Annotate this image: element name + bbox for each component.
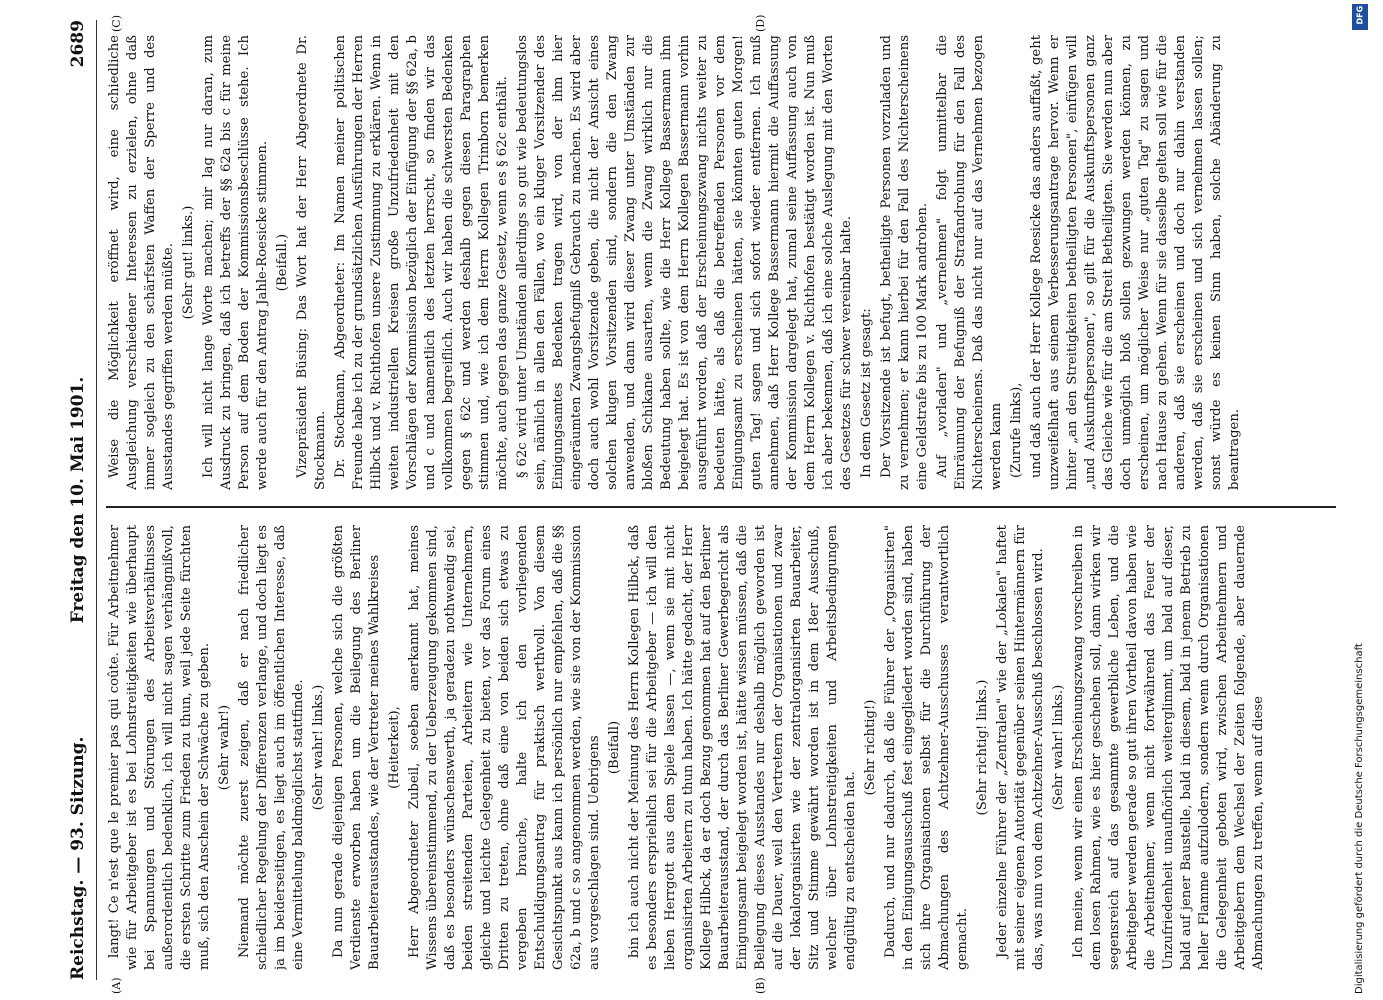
paragraph: und daß auch der Herr Kollege Roesicke das anders auffaßt, geht unzweifelhaft aus seinem Verbesserungsantrage hervor. Wenn er hinter „an den Streitigkeiten betheiligten Personen", einfügen will „und Auskunftspersonen", so gilt für die Auskunftspersonen ganz das Gleiche wie für die am Streit Betheiligten. Sie werden nun aber doch unmöglich bloß sollen gezwungen werden können, zu erscheinen, um möglicher Weise nur „guten Tag" zu sagen und nach Hause zu gehen. Wenn für sie dasselbe gelten soll wie für die anderen, daß sie erscheinen und doch nur dahin verstanden werden, daß sie erscheinen und sich vernehmen lassen sollen; sonst würde es keinen Sinn haben, solche Abänderung zu beantragen.	[1029, 35, 1242, 490]
paragraph: Niemand möchte zuerst zeigen, daß er nach friedlicher schiedlicher Regelung der Differenzen verlange, und doch liegt es ja im beiderseitigen, es liegt auch im öffentlichen Interesse, daß eine Vermittelung baldmöglichst stattfinde.	[237, 525, 306, 970]
margin-letter-a: (A)	[110, 977, 123, 994]
margin-letter-b: (B)	[754, 977, 767, 994]
paragraph: Der Vorsitzende ist befugt, betheiligte Personen vorzuladen und zu vernehmen; er kann hierbei für den Fall des Nichterscheinens eine Geldstrafe bis zu 100 Mark androhen.	[879, 35, 930, 490]
paragraph: Ich meine, wenn wir einen Erscheinungszwang vorschreiben in dem losen Rahmen, wie es hier geschehen soll, dann wirken wir segensreich auf das gesammte gewerbliche Leben, und die Arbeitgeber werden gerade so gut ihren Vortheil davon haben wie die Arbeitnehmer, wenn nicht fortwährend das Feuer der Unzufriedenheit unaufhörlich weiterglimmt, um bald auf dieser, bald auf jener Baustelle, bald in diesem, bald in jenem Betrieb zu heller Flamme aufzulodern, sondern wenn durch Organisationen die Gelegenheit geboten wird, zwischen Arbeitnehmern und Arbeitgebern dem Wechsel der Zeiten folgende, aber dauernde Abmachungen zu treffen, wenn auf diese	[1071, 525, 1266, 970]
paragraph: Ich will nicht lange Worte machen; mir lag nur daran, zum Ausdruck zu bringen, daß ich betreffs der §§ 62a bis c für meine Person auf dem Boden der Kommissionsbeschlüsse stehe. Ich werde auch für den Antrag Jahle-Roesicke stimmen.	[201, 35, 270, 490]
interjection: (Beifall)	[607, 720, 622, 775]
paragraph: Da nun gerade diejenigen Personen, welche sich die größten Verdienste erworben haben um die Beilegung des Berliner Bauarbeiterausstandes, wie der Vertreter meines Wahlkreises	[331, 525, 382, 970]
paragraph: (Zurufe links),	[1009, 382, 1024, 478]
paragraph: In dem Gesetz ist gesagt:	[859, 308, 874, 478]
interjection: (Sehr richtig! links.)	[975, 679, 990, 816]
interjection: (Beifall.)	[275, 233, 290, 292]
interjection: (Sehr wahr! links.)	[311, 684, 326, 811]
rotated-page	[54, 0, 1344, 1000]
paragraph: Auf „vorladen" und „vernehmen" folgt unmittelbar die Einräumung der Befugniß der Strafandrohung für den Fall des Nichterscheinens. Daß das nicht nur auf das Vernehmen bezogen werden kann	[935, 35, 1004, 490]
paragraph: langt! Ce n'est que le premier pas qui coûte. Für Arbeitnehmer wie für Arbeitgeber ist es bei Lohnstreitigkeiten wie überhaupt bei Spannungen und Störungen des Arbeitsverhältnisses außerordentlich bedenklich, ich will nicht sagen verhängnißvoll, die ersten Schritte zum Frieden zu thun, weil jede Seite fürchten muß, sich den Anschein der Schwäche zu geben.	[107, 525, 212, 970]
paragraph: Dr. Stockmann, Abgeordneter: Im Namen meiner politischen Freunde habe ich zu der grundsätzlichen Ausführungen der Herren Hilbck und v. Richthofen unsere Zustimmung zu erklären. Wenn in weiten industriellen Kreisen große Unzufriedenheit mit den Vorschlägen der Kommission bezüglich der Einfügung der §§ 62a, b und c und namentlich des letzten herrscht, so finden wir das vollkommen begreiflich. Auch wir haben die schwersten Bedenken gegen § 62c und werden deshalb gegen diesen Paragraphen stimmen und, wie ich dem Herrn Kollegen Trimborn bemerken möchte, auch gegen das ganze Gesetz, wenn es § 62c enthält.	[333, 35, 510, 490]
margin-letter-d: (D)	[754, 14, 767, 32]
interjection: (Sehr wahr!)	[217, 704, 232, 791]
interjection: (Heiterkeit),	[387, 706, 402, 789]
paragraph: Dadurch, und nur dadurch, daß die Führer der „Organisirten" in den Einigungsausschuß fest eingegliedert worden sind, haben sich ihre Organisationen selbst für die Durchführung der Abmachungen des Achtzehner-Ausschusses verantwortlich gemacht.	[883, 525, 970, 970]
paragraph: Jeder einzelne Führer der „Zentralen" wie der „Lokalen" haftet mit seiner eigenen Autorität gegenüber seinen Hintermännern für das, was nun von dem Achtzehner-Ausschuß beschlossen wird.	[995, 525, 1046, 970]
page-header	[62, 20, 97, 980]
interjection: (Sehr richtig!)	[863, 699, 878, 796]
right-column	[106, 35, 1336, 490]
paragraph: Vizepräsident Büsing: Das Wort hat der Herr Abgeordnete Dr. Stockmann.	[295, 35, 328, 490]
interjection: (Sehr wahr! links.)	[1051, 684, 1066, 811]
column-divider	[106, 506, 1336, 508]
left-column	[106, 525, 1336, 970]
paragraph: Herr Abgeordneter Zubeil, soeben anerkannt hat, meines Wissens übereinstimmend, zu der Ueberzeugung gekommen sind, daß es besonders wünschenswerth, ja geradezu nothwendig sei, beiden streitenden Parteien, Arbeitern wie Unternehmern, gleiche und leichte Gelegenheit zu bieten, vor das Forum eines Dritten zu treten, ohne daß eine von beiden sich etwas zu vergeben brauche, halte ich den vorliegenden Entschuldigungsantrag für praktisch werthvoll. Von diesem Gesichtspunkt aus kann ich persönlich nur empfehlen, daß die §§ 62a, b und c so angenommen werden, wie sie von der Kommission aus vorgeschlagen sind. Uebrigens	[407, 525, 602, 970]
page-number: 2689	[68, 20, 88, 68]
header-left: Reichstag. — 93. Sitzung.	[68, 736, 88, 980]
interjection: (Sehr gut! links.)	[181, 205, 196, 320]
paragraph: § 62c wird unter Umständen allerdings so gut wie bedeutungslos sein, nämlich in allen den Fällen, wo ein kluger Vorsitzender des Einigungsamtes Bedenken tragen wird, von der ihm hier eingeräumten Zwangsbefugniß Gebrauch zu machen. Es wird aber doch auch wohl Vorsitzende geben, die nicht der Ansicht eines solchen klugen Vorsitzenden sind, sondern die den Zwang anwenden, und dann wird dieser Zwang unter Umständen zur bloßen Schikane ausarten, wenn die Zwang wirklich nur die Bedeutung haben sollte, wie die Herr Kollege Bassermann ihm beigelegt hat. Es ist von dem Herrn Kollegen Bassermann vorhin ausgeführt worden, daß der Erscheinungszwang nichts weiter zu bedeuten hätte, als daß die betreffenden Personen vor dem Einigungsamt zu erscheinen hätten, sie könnten guten Morgen! guten Tag! sagen und sich sofort wieder entfernen. Ich muß annehmen, daß Herr Kollege Bassermann hiermit die Auffassung der Kommission dargelegt hat, zumal seine Auffassung auch von dem Herrn Kollegen v. Richthofen bestätigt worden ist. Nun muß ich aber bekennen, daß ich eine solche Auslegung mit den Worten des Gesetzes für schwer vereinbar halte.	[515, 35, 854, 490]
margin-letter-c: (C)	[110, 15, 123, 32]
paragraph: bin ich auch nicht der Meinung des Herrn Kollegen Hilbck, daß es besonders erspriehlich sei für die Arbeitgeber — ich will den lieben Herrgott aus dem Spiele lassen —, wenn sie mit nicht organisirten Arbeitern zu thun haben. Ich hätte gedacht, der Herr Kollege Hilbck, da er doch Bezug genommen hat auf den Berliner Bauarbeiterausstand, der durch das Berliner Gewerbegericht als Einigungsamt beigelegt worden ist, hätte wissen müssen, daß die Beilegung dieses Ausstandes nur deshalb möglich geworden ist auf die Dauer, weil den Vertretern der Organisationen und zwar der lokalorganisirten wie der zentralorganisirten Bauarbeiter, Sitz und Stimme gewährt worden ist in dem 18er Ausschuß, welcher über Lohnstreitigkeiten und Arbeitsbedingungen endgültig zu entscheiden hat.	[627, 525, 858, 970]
paragraph: Weise die Möglichkeit eröffnet wird, eine schiedliche Ausgleichung verschiedener Interessen zu erzielen, ohne daß immer sogleich zu den schärfsten Waffen der Sperre und des Ausstandes gegriffen werden müßte.	[107, 35, 176, 490]
digitization-stamp	[1346, 4, 1374, 994]
dfg-logo: DFG	[1352, 4, 1368, 30]
header-date: Freitag den 10. Mai 1901.	[68, 376, 88, 624]
digitization-credit: Digitalisierung gefördert durch die Deutsche Forschungsgemeinschaft	[1354, 643, 1365, 994]
